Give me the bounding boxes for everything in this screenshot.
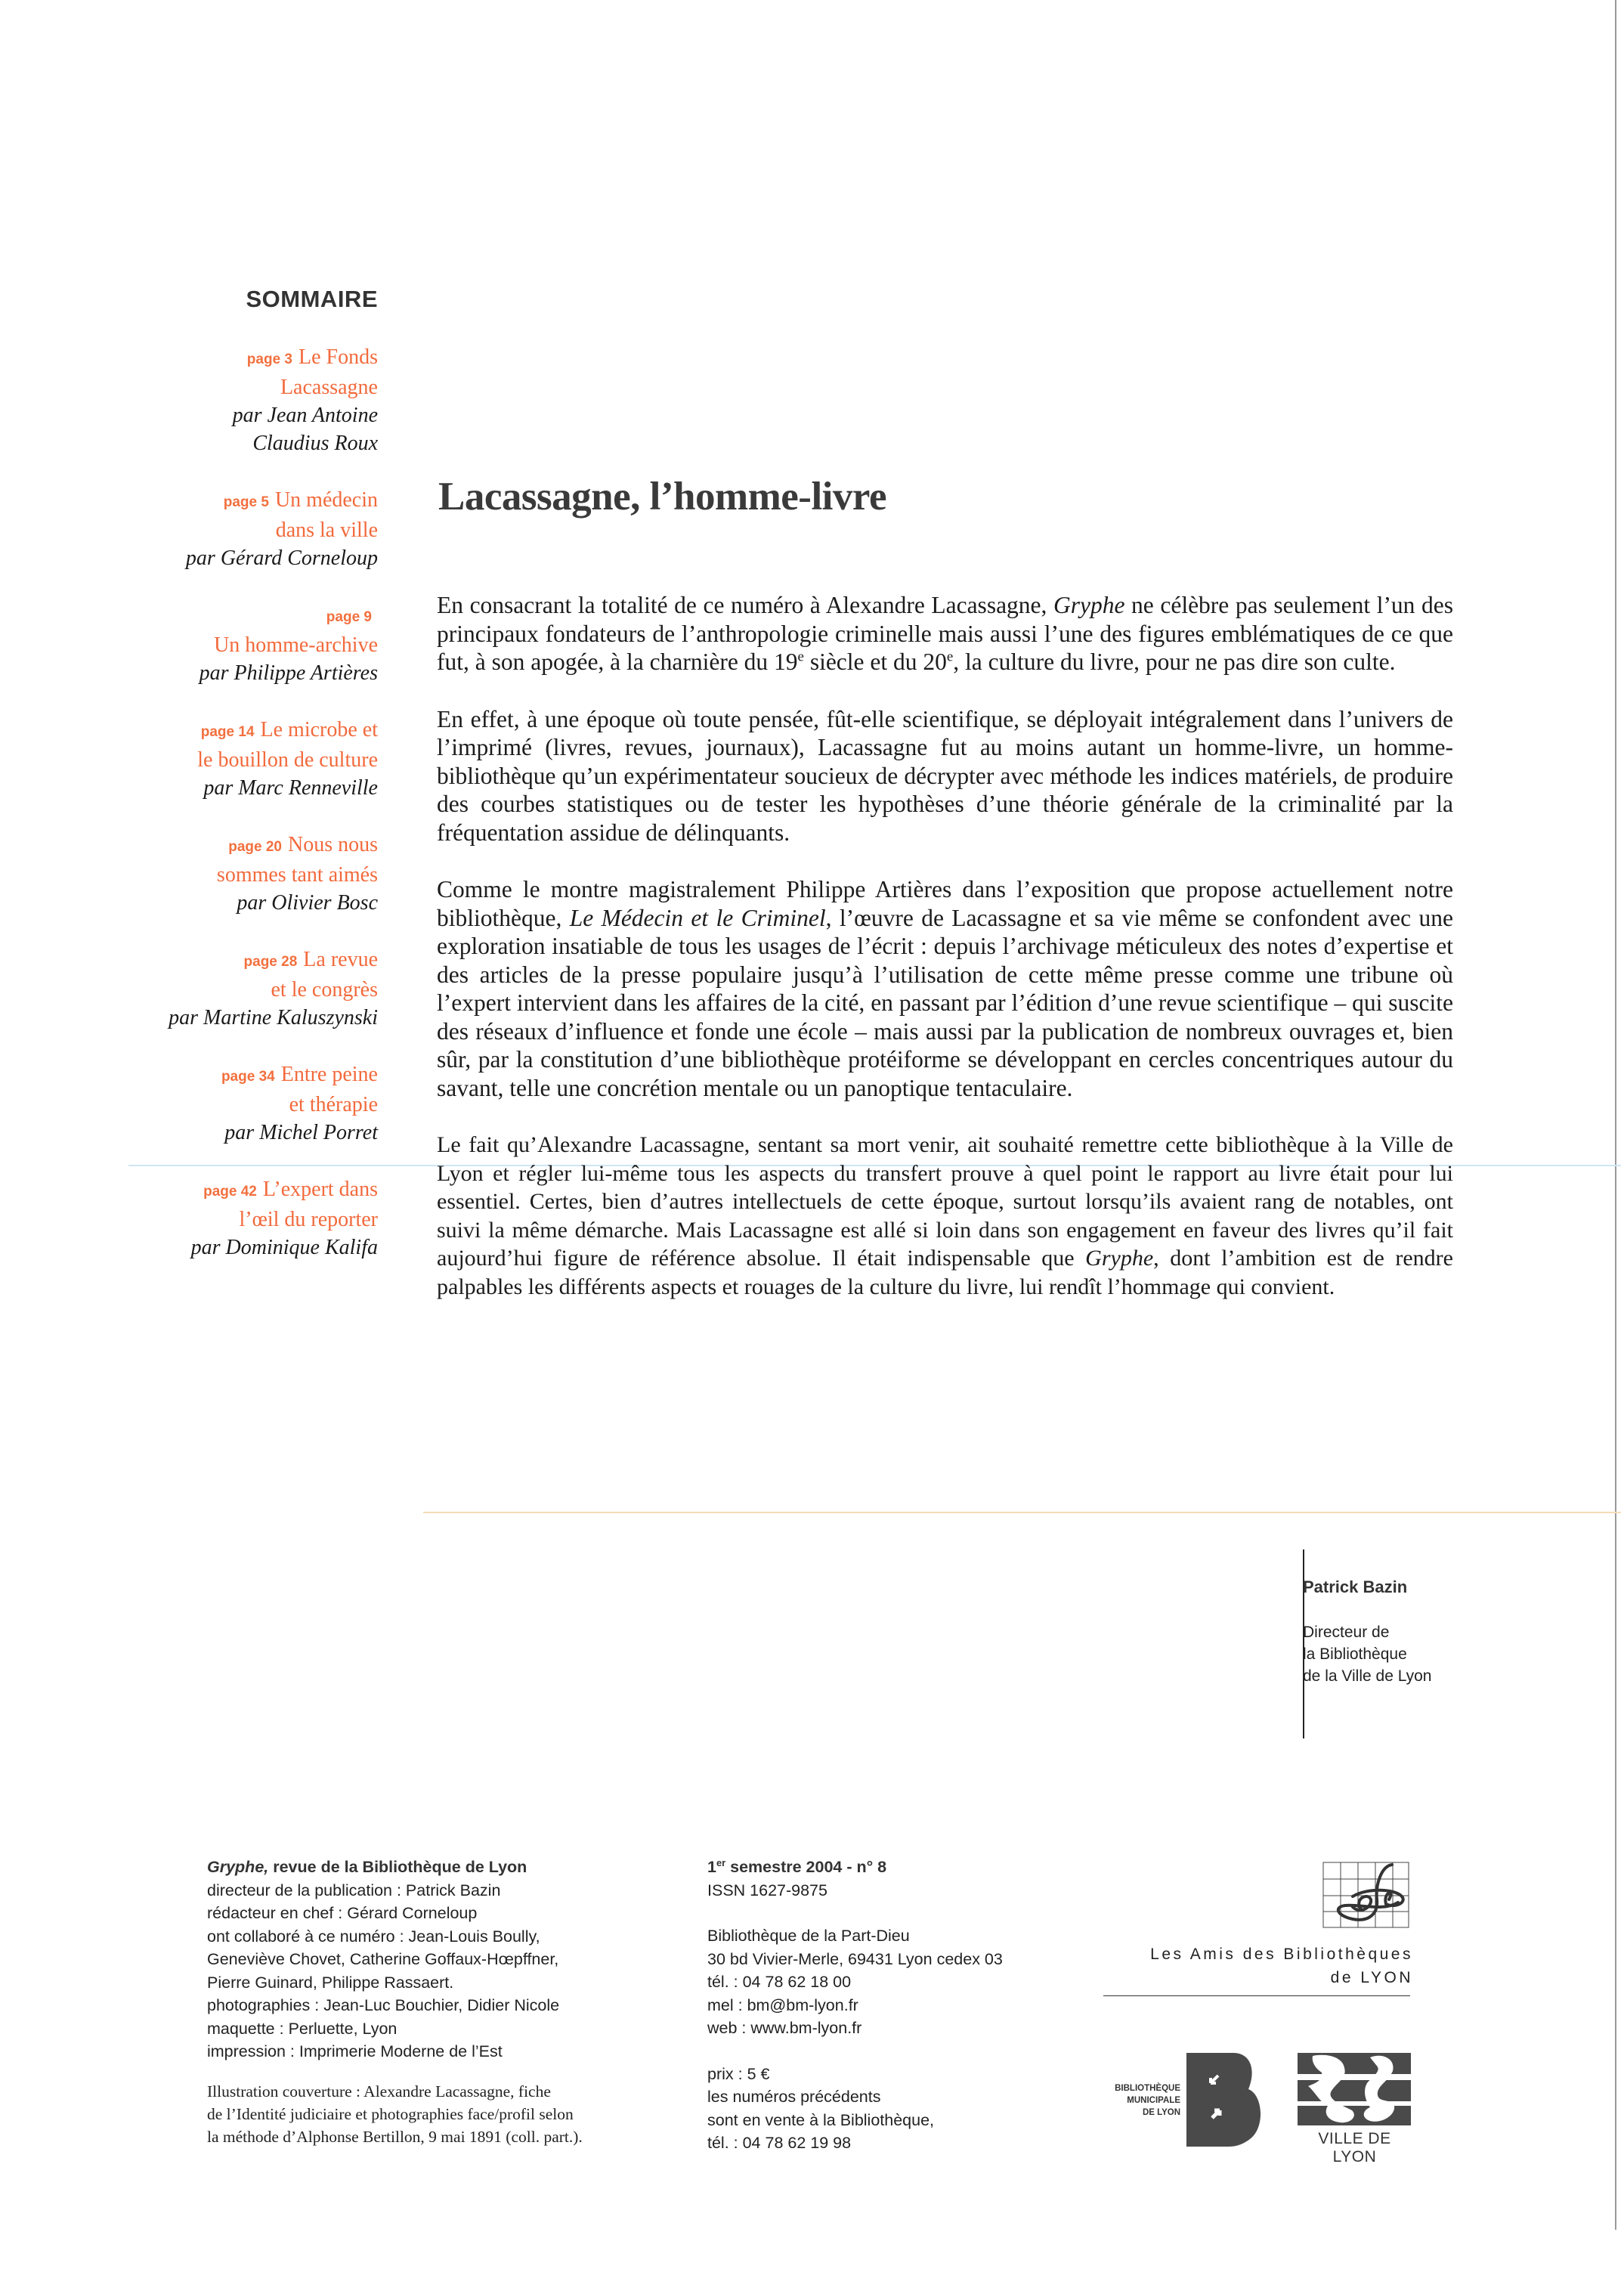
toc-item-title: L’expert dans xyxy=(262,1178,378,1201)
toc-item-title: Le Fonds xyxy=(299,345,378,369)
toc-item-author: par Michel Porret xyxy=(224,1121,378,1144)
toc-item-title: Un homme-archive xyxy=(214,633,378,657)
price-note: sont en vente à la Bibliothèque, xyxy=(707,2110,935,2129)
colophon-heading: Gryphe, revue de la Bibliothèque de Lyon xyxy=(207,1858,527,1876)
toc-item-author: par Jean Antoine xyxy=(232,404,378,427)
amis-monogram-icon xyxy=(1322,1862,1409,1928)
exhibition-name: Le Médecin et le Criminel xyxy=(569,904,826,931)
toc-item[interactable] xyxy=(121,1175,378,1262)
credit-line: Geneviève Chovet, Catherine Goffaux-Hœpffner, xyxy=(207,1950,559,1968)
address-line: 30 bd Vivier-Merle, 69431 Lyon cedex 03 xyxy=(707,1949,1003,1968)
bm-b-logo-icon xyxy=(1186,2053,1262,2147)
toc-page-number: page 5 xyxy=(223,494,269,510)
toc-item[interactable] xyxy=(121,1060,378,1147)
toc-item-title: Un médecin xyxy=(274,488,378,512)
toc-item-title: l’œil du reporter xyxy=(239,1208,378,1231)
toc-item[interactable] xyxy=(121,343,378,457)
toc-item-author: par Martine Kaluszynski xyxy=(169,1006,378,1029)
colophon-credits xyxy=(207,1856,660,2063)
signature-name: Patrick Bazin xyxy=(1303,1577,1408,1596)
toc-item[interactable] xyxy=(121,601,378,687)
publication-name: Gryphe xyxy=(1053,592,1125,618)
toc-item-author: par Marc Renneville xyxy=(203,776,378,800)
signature-role: Directeur de la Bibliothèque de la Ville de Lyon xyxy=(1303,1624,1432,1685)
toc-item-author: par Philippe Artières xyxy=(199,661,378,685)
toc-page-number: page 9 xyxy=(326,609,372,625)
toc-item-title: et le congrès xyxy=(271,978,378,1001)
toc-item-title: Nous nous xyxy=(287,833,378,856)
toc-item-title: Lacassagne xyxy=(280,376,378,399)
credit-line: impression : Imprimerie Moderne de l’Est xyxy=(207,2042,503,2060)
credit-line: photographies : Jean-Luc Bouchier, Didier Nicole xyxy=(207,1996,560,2014)
ville-de-lyon-text: VILLE DE LYON xyxy=(1318,2130,1391,2166)
issue-number: 1er semestre 2004 - n° 8 xyxy=(707,1856,887,1876)
toc-item-title: La revue xyxy=(303,948,378,971)
toc-item-title: Le microbe et xyxy=(260,718,378,741)
paragraph-4: Le fait qu’Alexandre Lacassagne, sentant sa mort venir, ait souhaité remettre cette bibliothèque à la Ville de Lyon et régler lui-même tous les aspects du transfert prouve à quel point le rapport au livre était pour lui essentiel. Certes, bien d’autres intellectuels de cette époque, surtout lorsqu’ils avaient rang de notables, ont suivi la même démarche. Mais Lacassagne est allé si loin dans son engagement en faveur des livres qu’il fait aujourd’hui figure de référence absolue. Il était indispensable que Gryphe, dont l’ambition est de rendre palpables les différents aspects et rouages de la culture du livre, lui rendît l’hommage qui convient. xyxy=(437,1132,1453,1299)
cover-illustration-caption: Illustration couverture : Alexandre Lacassagne, fiche de l’Identité judiciaire et photographies face/profil selon la méthode d’Alphonse Bertillon, 9 mai 1891 (coll. part.). xyxy=(207,2082,583,2146)
toc-page-number: page 34 xyxy=(221,1069,275,1085)
credit-line: directeur de la publication : Patrick Bazin xyxy=(207,1881,501,1899)
toc-page-number: page 20 xyxy=(228,839,282,855)
page-edge xyxy=(1615,0,1616,2230)
toc-item[interactable] xyxy=(121,486,378,572)
toc-item-author: par Olivier Bosc xyxy=(237,891,378,915)
phone: tél. : 04 78 62 18 00 xyxy=(707,1973,852,1991)
divider xyxy=(1103,1995,1410,1996)
address-line: Bibliothèque de la Part-Dieu xyxy=(707,1927,910,1945)
credit-line: rédacteur en chef : Gérard Corneloup xyxy=(207,1904,478,1922)
toc-item-title: dans la ville xyxy=(275,519,378,542)
toc-item-author: Claudius Roux xyxy=(252,432,378,455)
article-body xyxy=(437,591,1453,1330)
article-title: Lacassagne, l’homme-livre xyxy=(438,475,886,519)
toc-page-number: page 14 xyxy=(200,724,255,740)
table-of-contents xyxy=(121,286,378,1290)
toc-item-title: le bouillon de culture xyxy=(197,748,378,772)
toc-item[interactable] xyxy=(121,831,378,917)
price-phone: tél. : 04 78 62 19 98 xyxy=(707,2134,852,2152)
credit-line: Pierre Guinard, Philippe Rassaert. xyxy=(207,1973,454,1992)
credit-line: maquette : Perluette, Lyon xyxy=(207,2019,397,2038)
toc-page-number: page 3 xyxy=(246,351,292,367)
price-note: les numéros précédents xyxy=(707,2088,881,2106)
toc-page-number: page 28 xyxy=(243,954,298,970)
paragraph-3: Comme le montre magistralement Philippe Artières dans l’exposition que propose actuellement notre bibliothèque, Le Médecin et le Criminel, l’œuvre de Lacassagne et sa vie même se confondent avec une exploration insatiable de tous les usages de l’écrit : depuis l’archivage méticuleux des notes d’expertise et des articles de la presse populaire jusqu’à l’utilisation de cette même presse comme une tribune où l’expert intervient dans les affaires de la cité, en passant par l’édition d’une revue scientifique – qui suscite des réseaux d’influence et fonde une école – mais aussi par la publication de nombreux ouvrages et, bien sûr, par la constitution d’une bibliothèque protéiforme se développant en cercles concentriques autour du savant, telle une concrétion mentale ou un panoptique tentaculaire. xyxy=(437,876,1453,1101)
scan-artifact-line xyxy=(423,1512,1621,1513)
toc-item-title: et thérapie xyxy=(289,1093,378,1116)
bm-logo-text: BIBLIOTHÈQUE MUNICIPALE DE LYON xyxy=(1115,2084,1180,2117)
price: prix : 5 € xyxy=(707,2064,770,2083)
website-link[interactable]: web : www.bm-lyon.fr xyxy=(707,2019,862,2037)
toc-page-number: page 42 xyxy=(203,1184,257,1200)
lion-logo-icon xyxy=(1298,2053,1411,2125)
credit-line: ont collaboré à ce numéro : Jean-Louis Boully, xyxy=(207,1927,540,1946)
toc-item-author: par Gérard Corneloup xyxy=(185,546,378,570)
toc-item[interactable] xyxy=(121,946,378,1032)
toc-item-title: Entre peine xyxy=(280,1063,378,1086)
amis-logo-text: Les Amis des Bibliothèques de LYON xyxy=(1150,1946,1413,1986)
issn: ISSN 1627-9875 xyxy=(707,1881,827,1899)
toc-item-title: sommes tant aimés xyxy=(216,863,378,887)
issue-info xyxy=(707,1856,1055,2155)
toc-item-author: par Dominique Kalifa xyxy=(190,1236,378,1259)
toc-item[interactable] xyxy=(121,716,378,802)
toc-title: SOMMAIRE xyxy=(246,286,378,312)
paragraph-2: En effet, à une époque où toute pensée, fût-elle scientifique, se déployait intégralement dans l’univers de l’imprimé (livres, revues, journaux), Lacassagne fut au moins autant un homme-livre, un homme-bibliothèque qu’un expérimentateur soucieux de décrypter avec méthode les indices matériels, de produire des courbes statistiques ou de tester les hypothèses d’une théorie générale de la criminalité par la fréquentation assidue de délinquants. xyxy=(437,705,1453,846)
paragraph-1: En consacrant la totalité de ce numéro à Alexandre Lacassagne, Gryphe ne célèbre pas seulement l’un des principaux fondateurs de l’anthropologie criminelle mais aussi l’une des figures emblématiques de ce que fut, à son apogée, à la charnière du 19e siècle et du 20e, la culture du livre, pour ne pas dire son culte. xyxy=(437,592,1453,675)
publication-name: Gryphe xyxy=(1085,1246,1154,1271)
email-link[interactable]: mel : bm@bm-lyon.fr xyxy=(707,1995,858,2014)
